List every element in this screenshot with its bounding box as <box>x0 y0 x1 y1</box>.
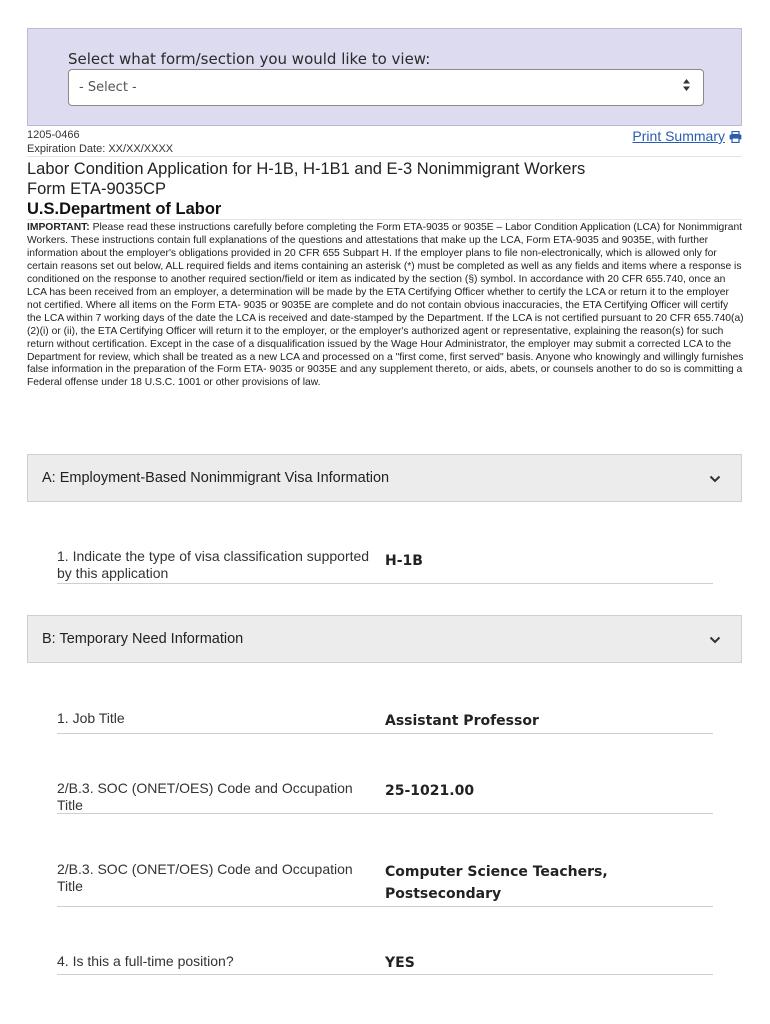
select-value: - Select - <box>79 80 137 95</box>
form-section-select[interactable] <box>68 69 704 106</box>
field-value: H-1B <box>385 553 423 569</box>
chevron-down-icon <box>709 632 721 642</box>
important-text: Please read these instructions carefully before completing the Form ETA-9035 or 9035E – Labor Condition Application (LCA) for Nonimmigrant Workers. These instructions contain full explanations of the questions and attestations that make up the LCA, Form ETA-9035 and 9035E, with further information about the employer's obligations provided in 20 CFR 655 Subpart H. If the employer plans to file non-electronically, which is allowed only for certain reasons set out below, ALL required fields and items containing an asterisk (*) must be completed as well as any fields and items where a response is conditioned on the response to another required section/field or item as indicated by the section (§) symbol. In accordance with 20 CFR 655.740, once an LCA has been received from an employer, a determination will be made by the ETA Certifying Officer whether to certify the LCA or return it to the employer not certified. Where all items on the Form ETA- 9035 or 9035E are complete and do not contain obvious inaccuracies, the ETA Certifying Officer will certify the LCA within 7 working days of the date the LCA is received and date-stamped by the Department. If the LCA is not certified pursuant to 20 CFR 655.740(a)(2)(i) or (ii), the ETA Certifying Officer will return it to the employer, or the employer's authorized agent or representative, explaining the reason(s) for such return without certification. Except in the case of a disqualification issued by the Wage Hour Administrator, the employer may submit a corrected LCA to the Department for review, which shall be treated as a new LCA and processed on a "first come, first served" basis. Anyone who knowingly and willingly furnishes false information in the preparation of the Form ETA- 9035 or 9035E and any supplement thereto, or aids, abets, or counsels another to do so is committing a Federal offense under 18 U.S.C. 1001 or other provisions of law. <box>27 222 744 389</box>
field-value: Computer Science Teachers, Postsecondary <box>385 864 608 902</box>
selector-label: Select what form/section you would like to view: <box>68 50 431 68</box>
field-full-time <box>57 951 713 975</box>
print-summary-label: Print Summary <box>632 128 725 144</box>
field-label: 1. Indicate the type of visa classification supported by this application <box>57 548 370 581</box>
print-icon <box>729 130 742 142</box>
section-b-header[interactable] <box>27 615 742 663</box>
form-number: Form ETA-9035CP <box>27 180 167 198</box>
important-lead: IMPORTANT: <box>27 222 90 233</box>
form-section-selector-panel <box>27 28 742 126</box>
chevron-down-icon <box>709 471 721 481</box>
divider <box>27 156 742 157</box>
print-summary-link[interactable] <box>632 128 742 144</box>
important-instructions <box>27 222 745 390</box>
divider <box>27 219 742 220</box>
field-label: 1. Job Title <box>57 710 125 726</box>
field-value: 25-1021.00 <box>385 783 475 799</box>
section-a-title: A: Employment-Based Nonimmigrant Visa Information <box>42 470 390 486</box>
field-soc-title <box>57 859 713 907</box>
omb-number: 1205-0466 <box>27 129 80 141</box>
field-label: 4. Is this a full-time position? <box>57 953 234 969</box>
form-meta <box>27 128 173 156</box>
select-arrows-icon <box>682 78 691 92</box>
field-label: 2/B.3. SOC (ONET/OES) Code and Occupation Title <box>57 780 353 813</box>
expiration-date: Expiration Date: XX/XX/XXXX <box>27 143 174 155</box>
field-value: Assistant Professor <box>385 713 539 729</box>
field-value: YES <box>385 955 415 971</box>
field-visa-classification <box>57 546 713 584</box>
section-a-header[interactable] <box>27 454 742 502</box>
field-soc-code <box>57 778 713 814</box>
field-label: 2/B.3. SOC (ONET/OES) Code and Occupation Title <box>57 861 353 894</box>
section-b-title: B: Temporary Need Information <box>42 631 244 647</box>
department-name: U.S.Department of Labor <box>27 200 222 218</box>
field-job-title <box>57 708 713 734</box>
form-title: Labor Condition Application for H-1B, H-1B1 and E-3 Nonimmigrant Workers <box>27 160 586 178</box>
